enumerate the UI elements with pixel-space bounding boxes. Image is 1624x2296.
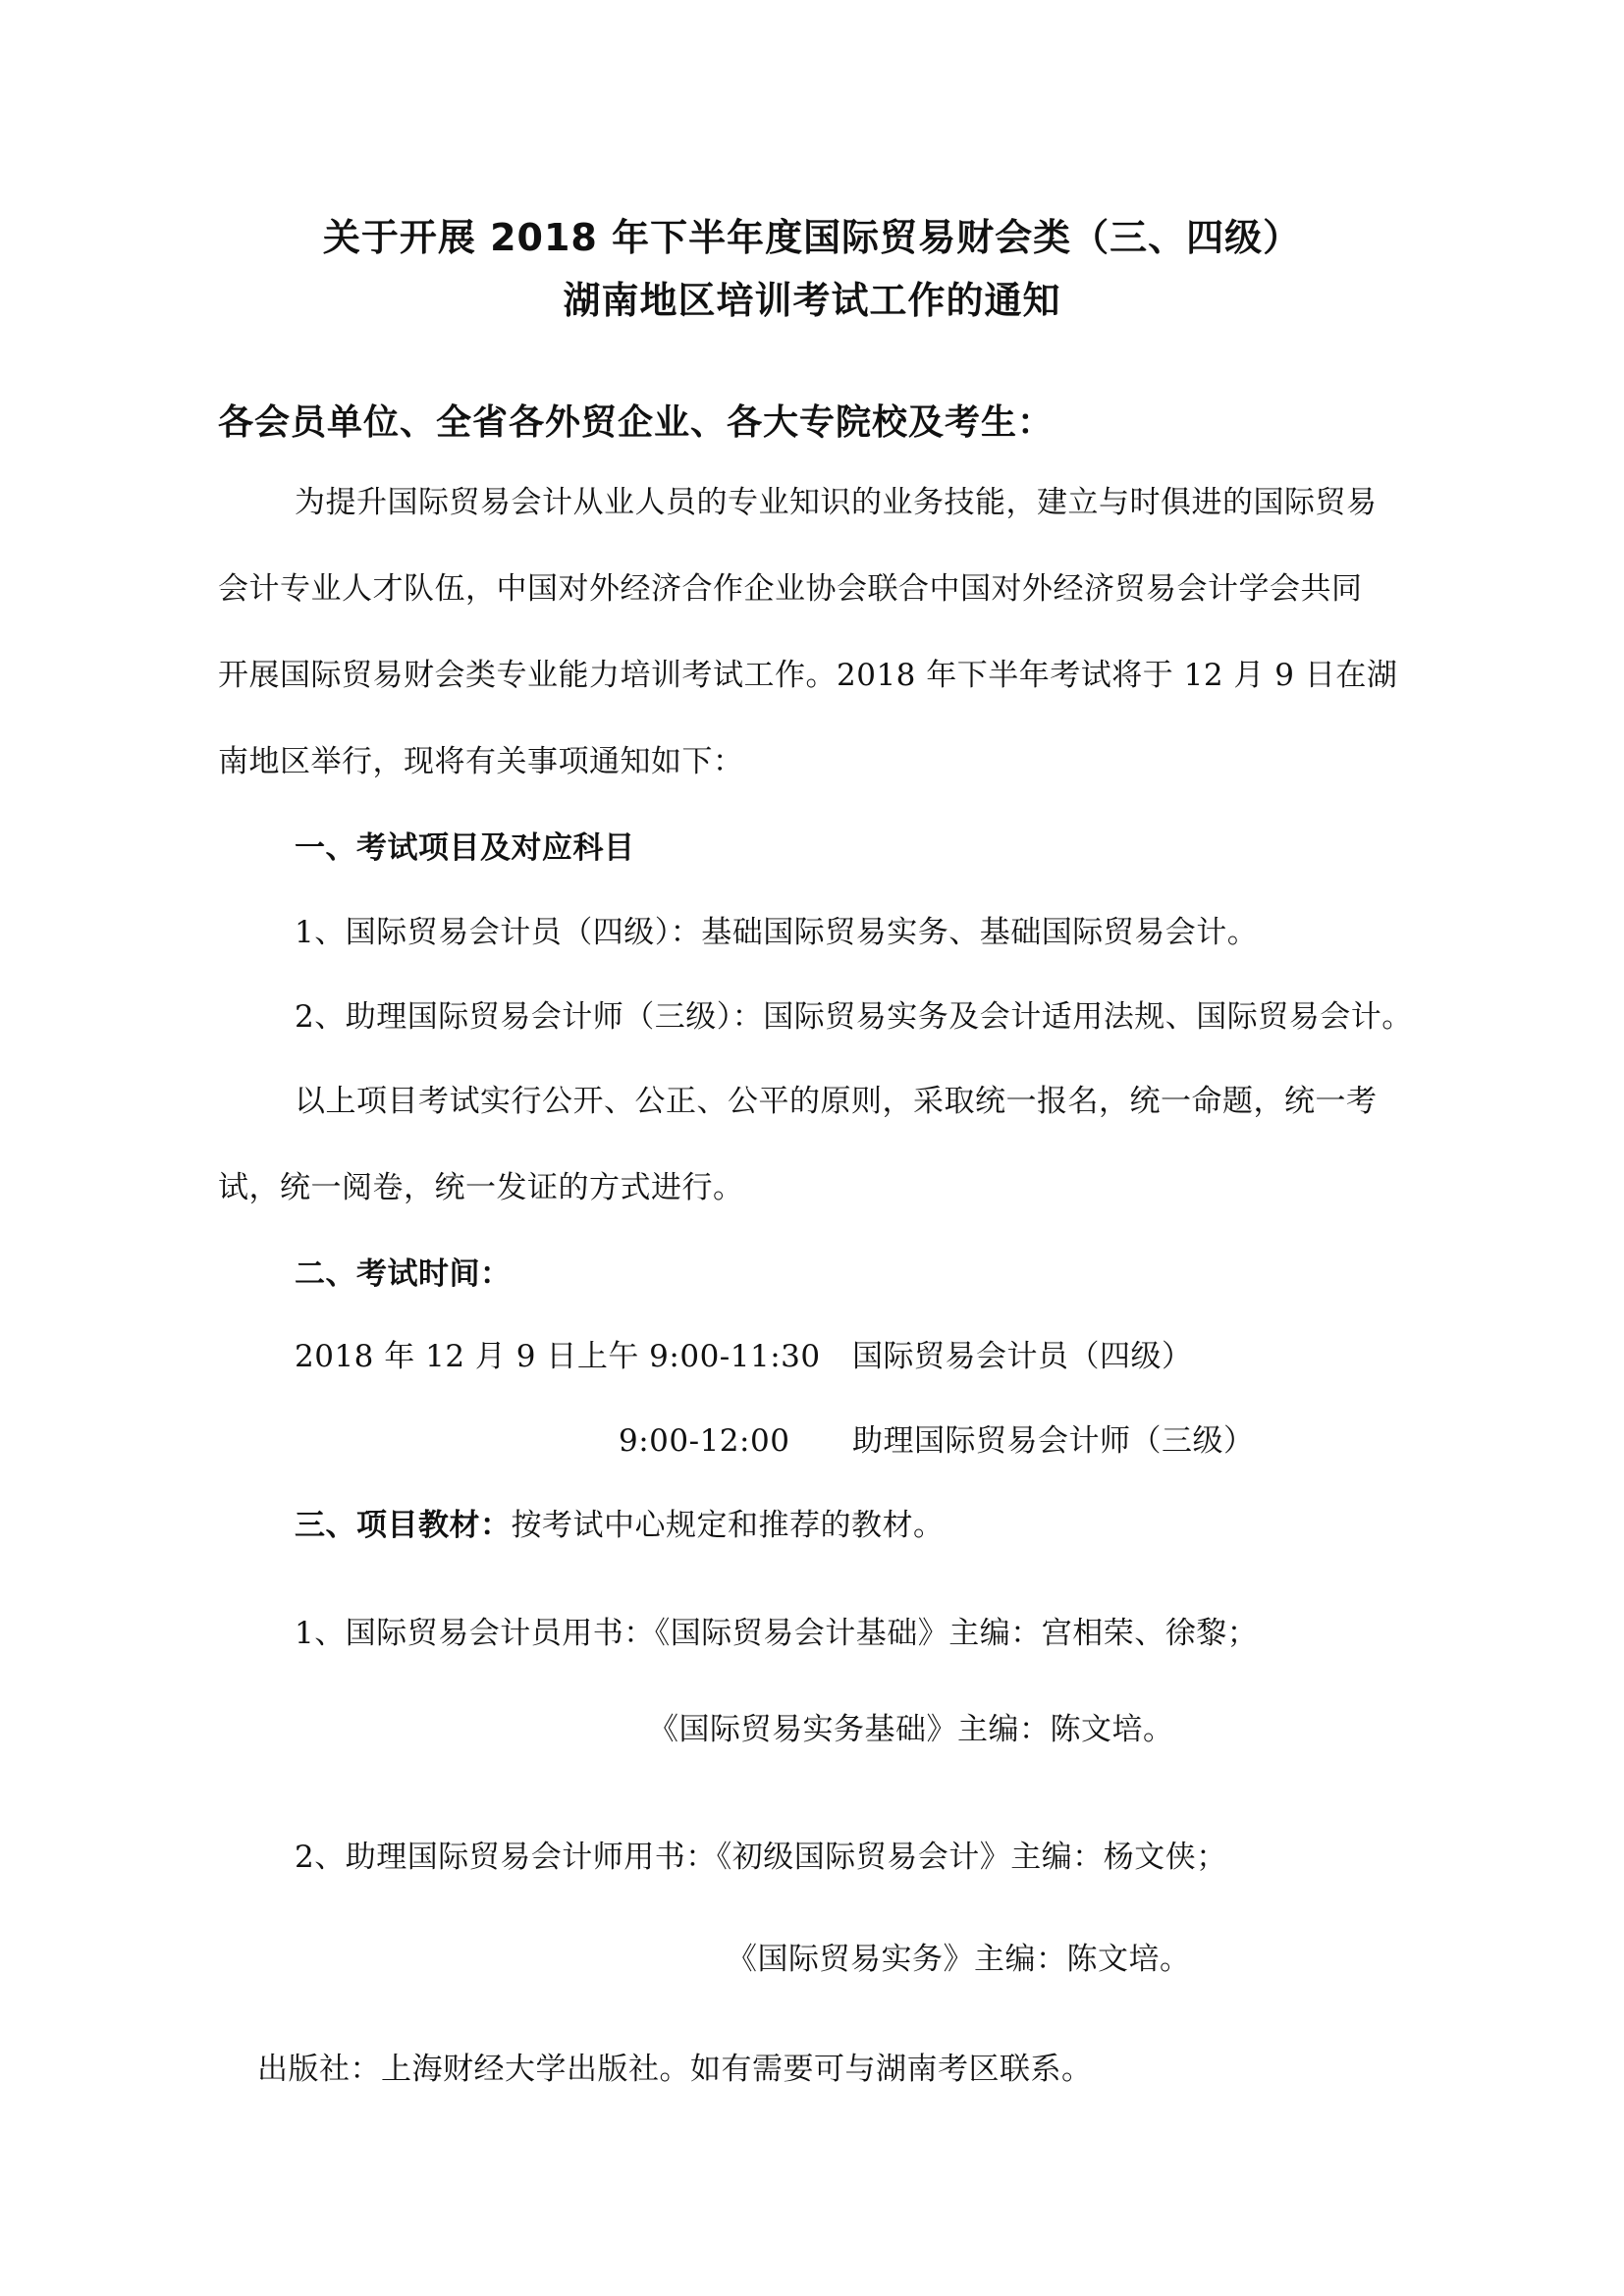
intro-line-4: 南地区举行，现将有关事项通知如下： <box>218 744 744 779</box>
section-3-heading-line <box>295 1506 945 1545</box>
exam-time-row-1-time: 2018 年 12 月 9 日上午 9:00-11:30 <box>295 1339 821 1374</box>
section-1-item-2: 2、助理国际贸易会计师（三级）：国际贸易实务及会计适用法规、国际贸易会计。 <box>295 999 1413 1035</box>
title-line-2: 湖南地区培训考试工作的通知 <box>563 279 1061 322</box>
intro-line-2: 会计专业人才队伍，中国对外经济合作企业协会联合中国对外经济贸易会计学会共同 <box>218 571 1363 607</box>
textbook-1-line-2: 《国际贸易实务基础》主编：陈文培。 <box>648 1712 1174 1747</box>
section-1-item-1: 1、国际贸易会计员（四级）：基础国际贸易实务、基础国际贸易会计。 <box>295 915 1259 950</box>
section-2-heading: 二、考试时间： <box>295 1256 512 1292</box>
exam-time-row-2-time: 9:00-12:00 <box>619 1423 790 1459</box>
section-1-note-line-1: 以上项目考试实行公开、公正、公平的原则，采取统一报名，统一命题，统一考 <box>295 1084 1378 1119</box>
textbook-2-line-2: 《国际贸易实务》主编：陈文培。 <box>727 1942 1191 1977</box>
salutation: 各会员单位、全省各外贸企业、各大专院校及考生： <box>218 402 1055 443</box>
section-1-note-line-2: 试，统一阅卷，统一发证的方式进行。 <box>218 1170 744 1205</box>
publisher-note: 出版社：上海财经大学出版社。如有需要可与湖南考区联系。 <box>257 2052 1093 2087</box>
exam-time-row-2-subject: 助理国际贸易会计师（三级） <box>852 1423 1255 1459</box>
title-line-1: 关于开展 2018 年下半年度国际贸易财会类（三、四级） <box>322 216 1302 259</box>
exam-time-row-1-subject: 国际贸易会计员（四级） <box>852 1339 1193 1374</box>
textbook-2-line-1: 2、助理国际贸易会计师用书：《初级国际贸易会计》主编：杨文侠； <box>295 1840 1227 1875</box>
textbook-1-line-1: 1、国际贸易会计员用书：《国际贸易会计基础》主编：宫相荣、徐黎； <box>295 1616 1259 1651</box>
section-1-heading: 一、考试项目及对应科目 <box>295 830 635 866</box>
section-3-heading-rest: 按考试中心规定和推荐的教材。 <box>511 1508 945 1543</box>
intro-line-3: 开展国际贸易财会类专业能力培训考试工作。2018 年下半年考试将于 12 月 9 日在湖 <box>218 658 1398 693</box>
intro-line-1: 为提升国际贸易会计从业人员的专业知识的业务技能，建立与时俱进的国际贸易 <box>295 485 1378 520</box>
section-3-heading: 三、项目教材： <box>295 1508 512 1543</box>
